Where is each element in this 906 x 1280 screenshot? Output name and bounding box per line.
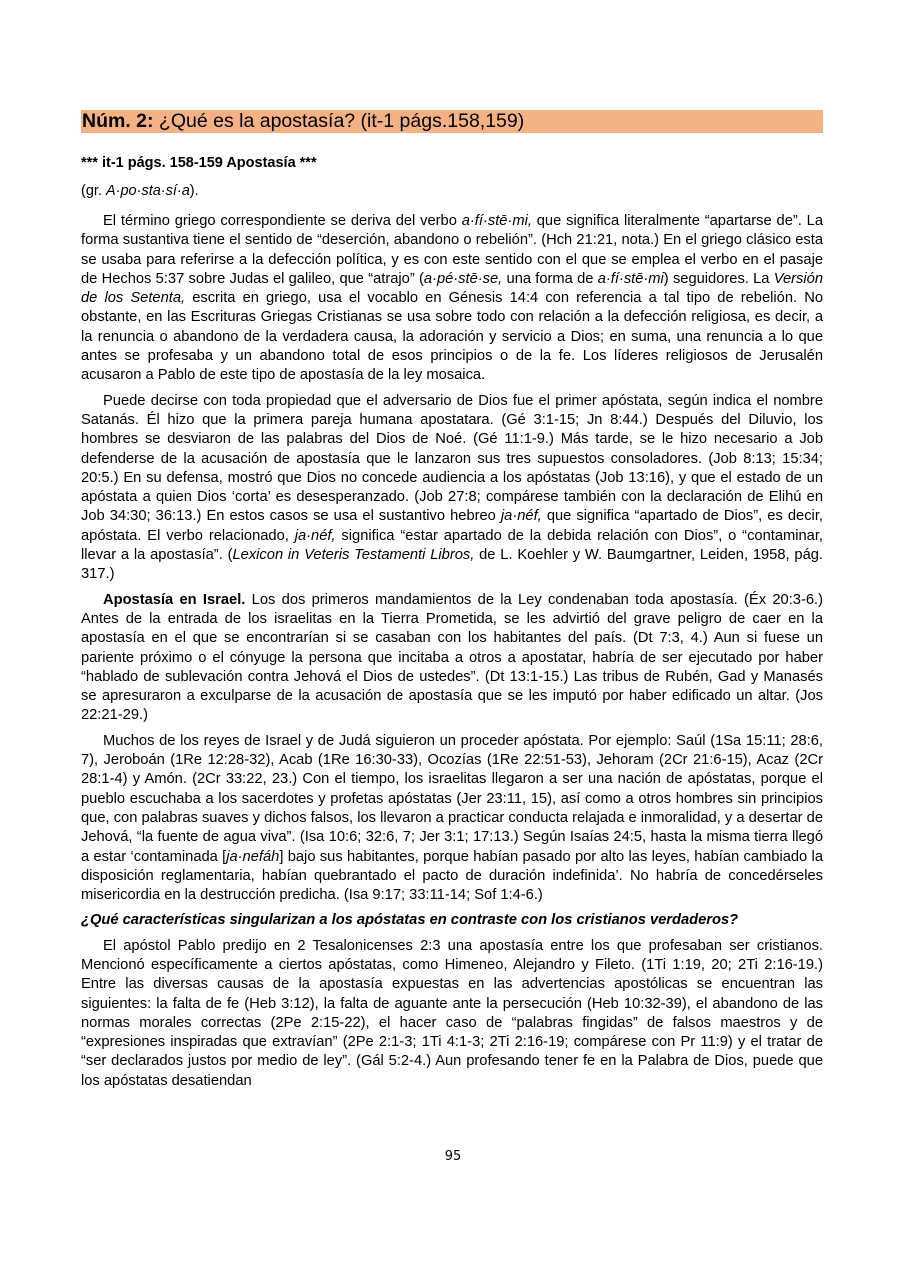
- text-run: una forma de: [502, 270, 598, 287]
- section-heading: [81, 110, 823, 133]
- origin-word: A·po·sta·sí·a: [105, 183, 190, 199]
- paragraph-greek-term: [81, 212, 823, 386]
- text-run: que significa literalmente “apartarse de”. La forma sustantiva tiene el sentido de “deserción, abandono o rebelión”. (Hch 21:21, nota.) En el griego clásico esta se usaba para referirse a la defección política, y es con este sentido con el que se emplea el verbo en el pasaje de Hechos 5:37 sobre Judas el galileo, que “atrajo” (: [81, 213, 823, 287]
- page-number: 95: [444, 1149, 462, 1164]
- text-run: Los dos primeros mandamientos de la Ley condenaban toda apostasía. (Éx 20:3-6.) Antes de la entrada de los israelitas en la Tierra Prometida, se les advirtió del grave peligro de caer en la apostasía en el que se encontrarían si se casaban con los habitantes del país. (Dt 7:3, 4.) Aun si fuese un pariente próximo o el cónyuge la persona que incitaba a otros a apostatar, habría de ser ejecutado por haber “hablado de sublevación contra Jehová el Dios de ustedes”. (Dt 13:1-15.) Las tribus de Rubén, Gad y Manasés se apresuraron a exculparse de la acusación de apostasía que se les imputó por haber edificado un altar. (Jos 22:21-29.): [81, 591, 823, 724]
- italic-term: Versión de los Setenta,: [81, 270, 824, 307]
- heading-number: Núm. 2:: [82, 110, 154, 132]
- italic-term: ja·néf,: [500, 508, 542, 525]
- reference-title: *** it-1 págs. 158-159 Apostasía ***: [81, 155, 317, 171]
- italic-term: ja·nefáh: [226, 848, 280, 865]
- text-run: Muchos de los reyes de Israel y de Judá siguieron un proceder apóstata. Por ejemplo: Saúl (1Sa 15:11; 28:6, 7), Jeroboán (1Re 12:28-32), Acab (1Re 16:30-33), Ocozías (1Re 22:51-53), Jehoram (2Cr 21:6-15), Acaz (2Cr 28:1-4) y Amón. (2Cr 33:22, 23.) Con el tiempo, los israelitas llegaron a ser una nación de apóstatas, porque el pueblo escuchaba a los sacerdotes y profetas apóstatas (Jer 23:11, 15), así como a otros hombres sin principios que, con palabras suaves y dichos falsos, los llevaron a practicar conducta relajada e inmoralidad, y a desertar de Jehová, “la fuente de agua viva”. (Isa 10:6; 32:6, 7; Jer 3:1; 17:13.) Según Isaías 24:5, hasta la misma tierra llegó a estar ‘contaminada [: [81, 732, 823, 865]
- heading-title: ¿Qué es la apostasía? (it-1 págs.158,159): [153, 110, 525, 132]
- text-run: de L. Koehler y W. Baumgartner, Leiden, 1958, pág. 317.): [81, 547, 823, 583]
- text-run: Puede decirse con toda propiedad que el adversario de Dios fue el primer apóstata, según indica el nombre Satanás. Él hizo que la primera pareja humana apostatara. (Gé 3:1-15; Jn 8:44.) Después del Diluvio, los hombres se desviaron de las palabras del Dios de Noé. (Gé 11:1-9.) Más tarde, se le hizo necesario a Job defenderse de la acusación de apostasía que le lanzaron sus tres supuestos consoladores. (Job 8:13; 15:34; 20:5.) En su defensa, mostró que Dios no concede audiencia a los apóstatas (Job 13:16), y que el estado de un apóstata a quien Dios ‘corta’ es desesperanzado. (Job 27:8; compárese también con la declaración de Elihú en Job 34:30; 36:13.) En estos casos se usa el sustantivo hebreo: [81, 392, 823, 525]
- italic-term: ja·néf,: [294, 527, 336, 544]
- paragraph-kings-apostate: [81, 732, 823, 906]
- text-run: El término griego correspondiente se deriva del verbo: [103, 213, 462, 229]
- text-run: El apóstol Pablo predijo en 2 Tesalonicenses 2:3 una apostasía entre los que profesaban ser cristianos. Mencionó específicamente a ciertos apóstatas, como Himeneo, Alejandro y Fileto. (1Ti 1:19, 20; 2Ti 2:16-19.) Entre las diversas causas de la apostasía expuestas en las advertencias apostólicas se encuentran las siguientes: la falta de fe (Heb 3:12), la falta de aguante ante la persecución (Heb 10:32-39), el abandono de las normas morales correctas (2Pe 2:15-22), el hacer caso de “palabras fingidas” de falsos maestros y de “expresiones inspiradas que extravían” (2Pe 2:1-3; 1Ti 4:1-3; 2Ti 2:16-19; compárese con Pr 11:9) y el tratar de “ser declarados justos por medio de ley”. (Gál 5:2-4.) Aun profesando tener fe en la Palabra de Dios, puede que los apóstatas desatiendan: [81, 937, 823, 1089]
- italic-term: a·fí·stē·mi: [597, 270, 664, 287]
- italic-term: Lexicon in Veteris Testamenti Libros,: [232, 547, 475, 564]
- text-run: escrita en griego, usa el vocablo en Génesis 14:4 con referencia a tal tipo de rebelión. No obstante, en las Escrituras Griegas Cristianas se usa sobre todo con relación a la defección religiosa, es decir, a la renuncia o abandono de la verdadera causa, la adoración y servicio a Dios; en suma, una renuncia a lo que antes se profesaba y un abandono total de esos principios o de la fe. Los líderes religiosos de Jerusalén acusaron a Pablo de este tipo de apostasía de la ley mosaica.: [81, 290, 823, 384]
- greek-origin: [81, 181, 823, 201]
- paragraph-paul-predicted: [81, 937, 823, 1091]
- italic-term: a·fí·stē·mi,: [461, 213, 532, 229]
- text-run: significa “estar apartado de la debida relación con Dios”, o “contaminar, llevar a la apostasía”. (: [81, 527, 823, 564]
- question-heading: ¿Qué características singularizan a los apóstatas en contraste con los cristianos verdaderos?: [81, 912, 739, 929]
- text-run: ) seguidores. La: [663, 270, 774, 287]
- text-run: ] bajo sus habitantes, porque habían pasado por alto las leyes, habían cambiado la disposición reglamentaria, habían quebrantado el pacto de duración indefinida’. No habría de concedérseles misericordia en la destrucción predicha. (Isa 9:17; 33:11-14; Sof 1:4-6.): [81, 848, 823, 904]
- paragraph-apostasy-in-israel: [81, 591, 823, 726]
- bold-subheading: Apostasía en Israel.: [103, 591, 246, 608]
- italic-term: a·pé·stē·se,: [423, 270, 503, 287]
- document-body: [81, 110, 823, 1091]
- origin-prefix: (gr.: [81, 183, 106, 199]
- text-run: que significa “apartado de Dios”, es decir, apóstata. El verbo relacionado,: [81, 508, 823, 544]
- origin-suffix: ).: [189, 183, 199, 199]
- paragraph-first-apostate: [81, 392, 823, 585]
